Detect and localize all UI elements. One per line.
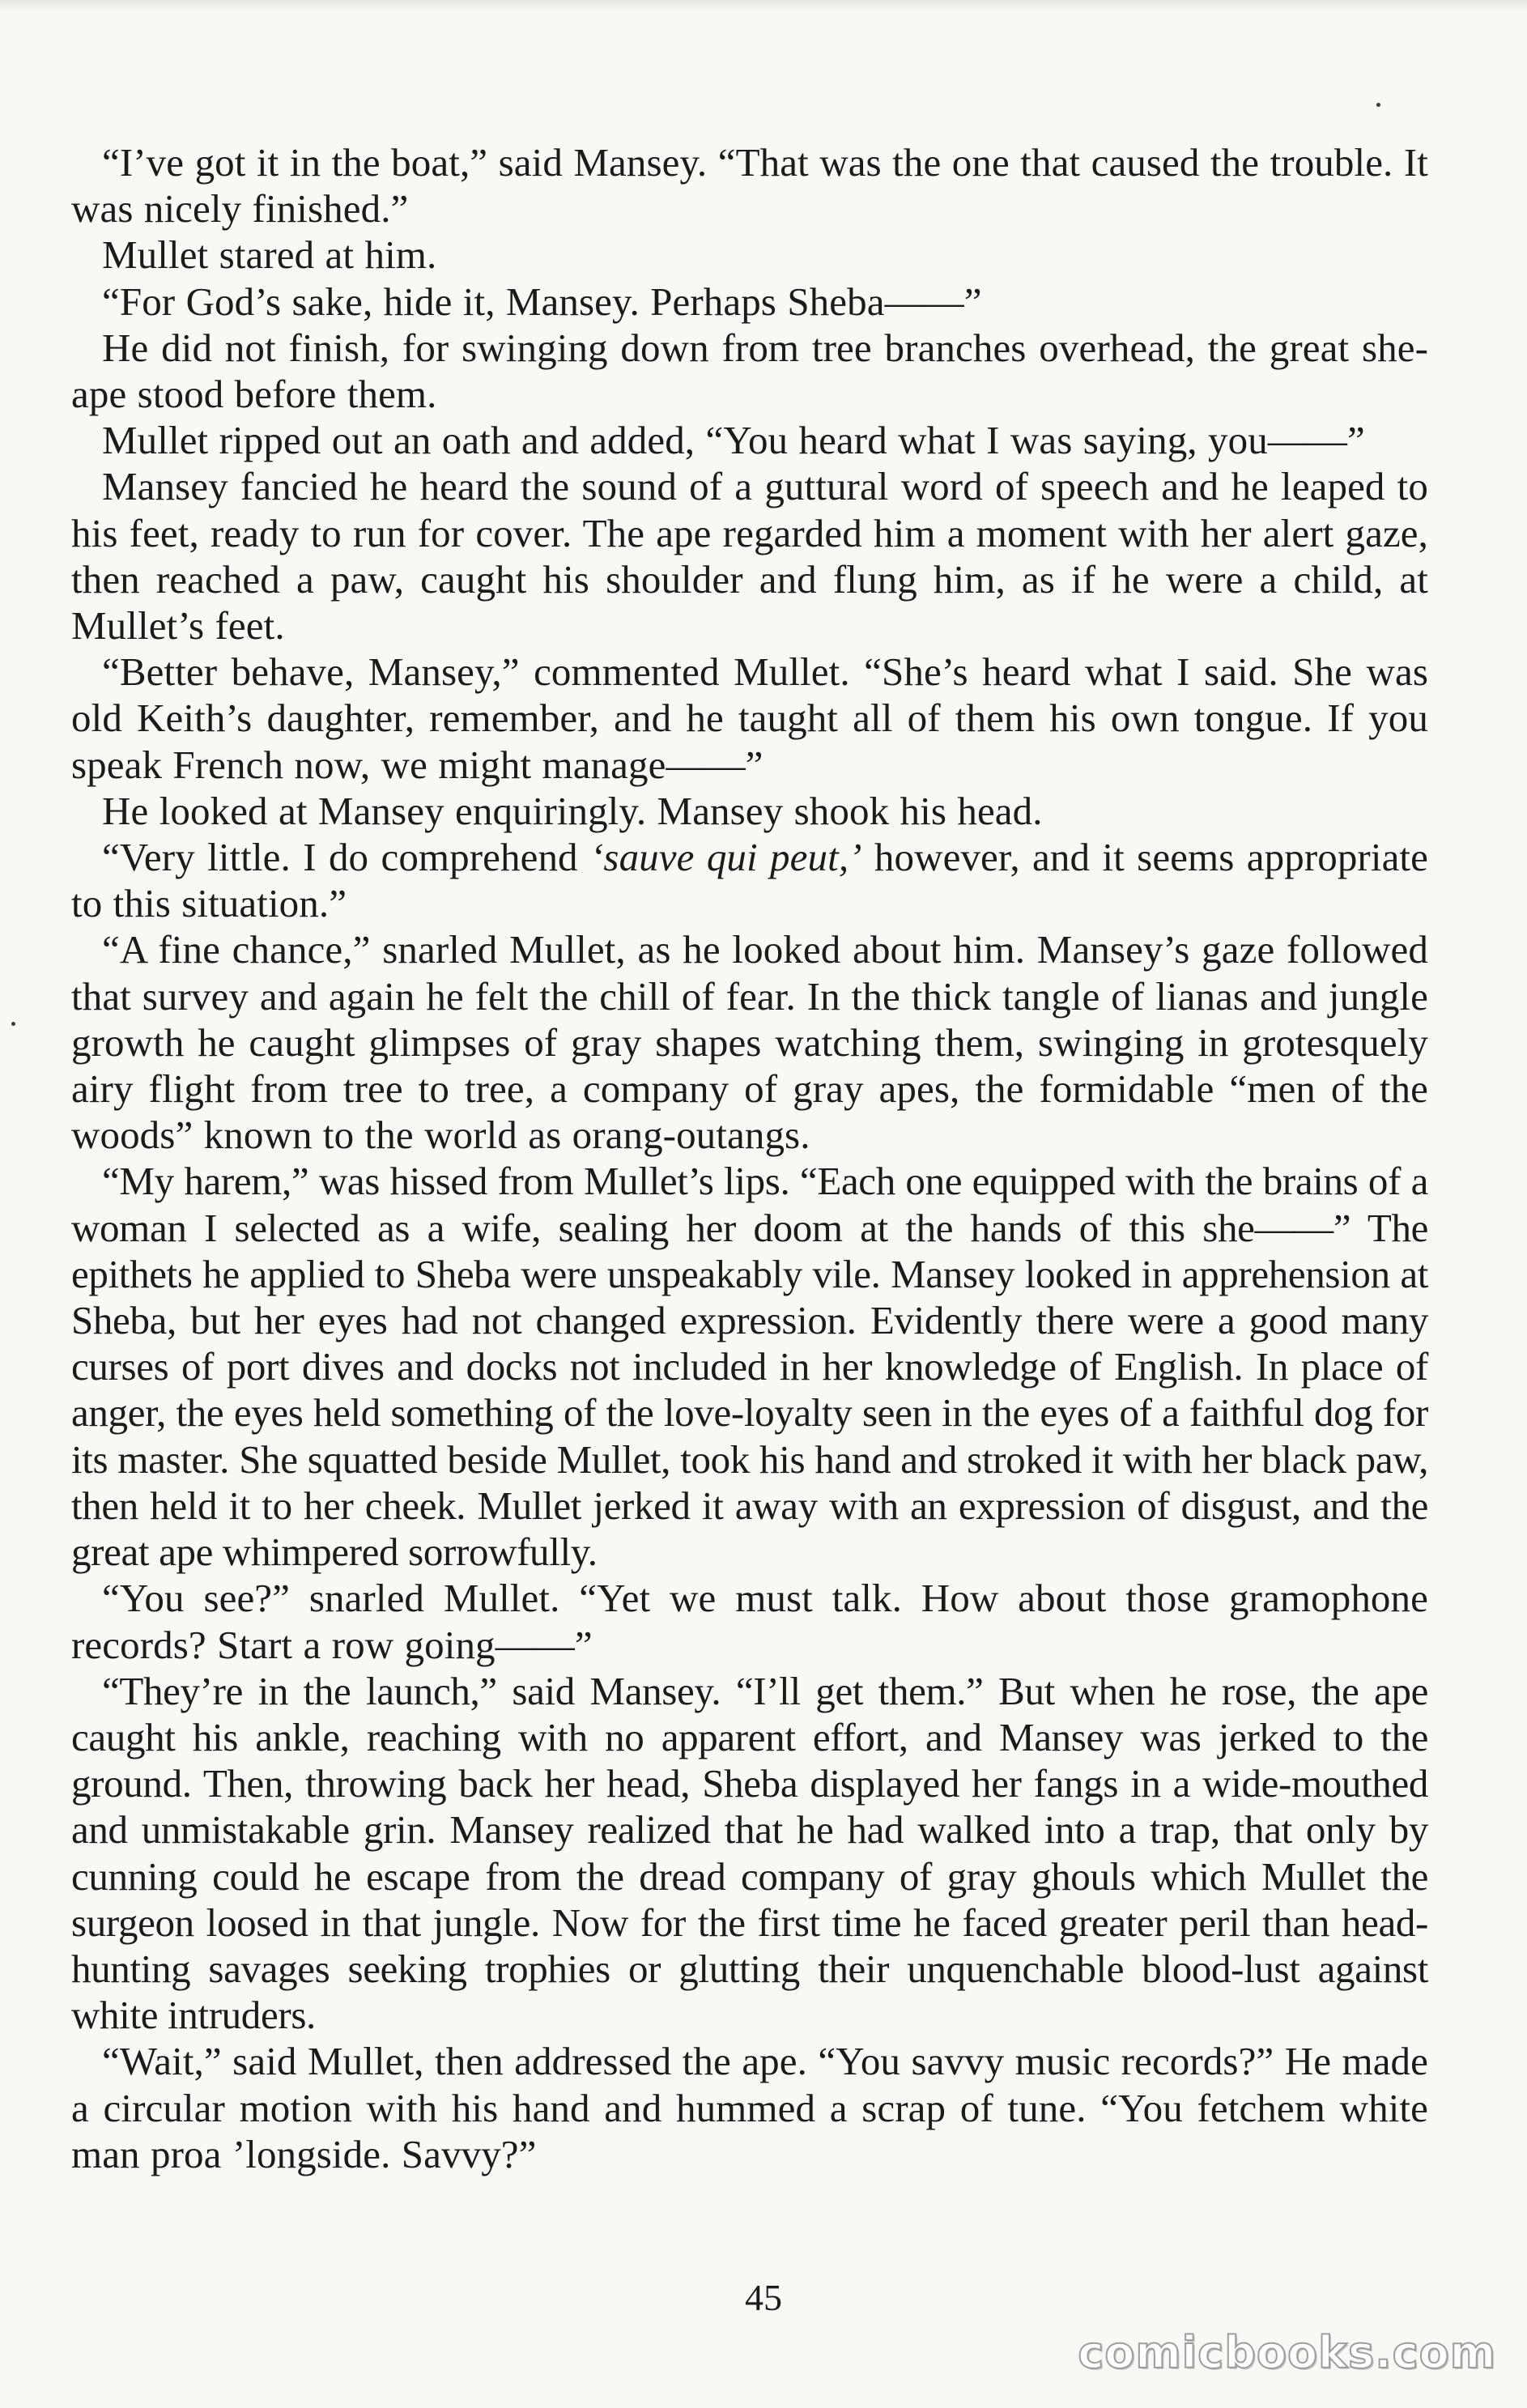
- paragraph: “For God’s sake, hide it, Mansey. Perhaps Sheba——”: [102, 279, 982, 324]
- scan-edge: [0, 0, 1527, 13]
- paragraph: “I’ve got it in the boat,” said Mansey. “That was the one that caused the trouble. It was nicely finished.”: [71, 140, 1428, 232]
- paragraph: “Better behave, Mansey,” commented Mullet. “She’s heard what I said. She was old Keith’s daughter, remember, and he taught all of them his own tongue. If you speak French now, we might manage——”: [71, 649, 1428, 787]
- paragraph: Mullet stared at him.: [102, 232, 437, 278]
- watermark: comicbooks.com: [1078, 2327, 1496, 2378]
- paragraph: Mullet ripped out an oath and added, “You heard what I was saying, you——”: [102, 418, 1365, 463]
- scan-speck: [11, 1022, 15, 1026]
- body-text: [71, 139, 1428, 2177]
- italic-phrase: ‘sauve qui peut,’: [590, 835, 862, 880]
- paragraph: “Wait,” said Mullet, then addressed the ape. “You savvy music records?” He made a circular motion with his hand and hummed a scrap of tune. “You fetchem white man proa ’longside. Savvy?”: [71, 2039, 1428, 2176]
- paragraph: “My harem,” was hissed from Mullet’s lips. “Each one equipped with the brains of a woman I selected as a wife, sealing her doom at the hands of this she——” The epithets he applied to Sheba were unspeakably vile. Mansey looked in apprehension at Sheba, but her eyes had not changed expression. Evidently there were a good many curses of port dives and docks not included in her knowledge of English. In place of anger, the eyes held something of the love-loyalty seen in the eyes of a faithful dog for its master. She squatted beside Mullet, took his hand and stroked it with her black paw, then held it to her cheek. Mullet jerked it away with an expression of disgust, and the great ape whimpered sorrowfully.: [71, 1159, 1428, 1575]
- paragraph-text: “Very little. I do comprehend: [102, 835, 590, 880]
- paragraph: Mansey fancied he heard the sound of a guttural word of speech and he leaped to his feet, ready to run for cover. The ape regarded him a moment with her alert gaze, then reached a paw, caught his shoulder and flung him, as if he were a child, at Mullet’s feet.: [71, 464, 1428, 649]
- paragraph: “They’re in the launch,” said Mansey. “I’ll get them.” But when he rose, the ape caught his ankle, reaching with no apparent effort, and Mansey was jerked to the ground. Then, throwing back her head, Sheba displayed her fangs in a wide-mouthed and unmistakable grin. Mansey realized that he had walked into a trap, that only by cunning could he escape from the dread company of gray ghouls which Mullet the surgeon loosed in that jungle. Now for the first time he faced greater peril than head-hunting savages seeking trophies or glutting their unquenchable blood-lust against white intruders.: [71, 1668, 1428, 2038]
- scan-speck: [1376, 103, 1380, 107]
- paragraph: “A fine chance,” snarled Mullet, as he looked about him. Mansey’s gaze followed that survey and again he felt the chill of fear. In the thick tangle of lianas and jungle growth he caught glimpses of gray shapes watching them, swinging in grotesquely airy flight from tree to tree, a company of gray apes, the formidable “men of the woods” known to the world as orang-outangs.: [71, 927, 1428, 1158]
- page-number: 45: [745, 2277, 782, 2318]
- paragraph-with-italic: [71, 834, 1428, 926]
- paragraph: He looked at Mansey enquiringly. Mansey shook his head.: [102, 788, 1043, 833]
- paragraph-text: however, and it seems appropriate to this situation.”: [71, 835, 1428, 926]
- paragraph: “You see?” snarled Mullet. “Yet we must talk. How about those gramophone records? Start a row going——”: [71, 1576, 1428, 1667]
- paragraph: He did not finish, for swinging down from tree branches overhead, the great she-ape stood before them.: [71, 325, 1428, 417]
